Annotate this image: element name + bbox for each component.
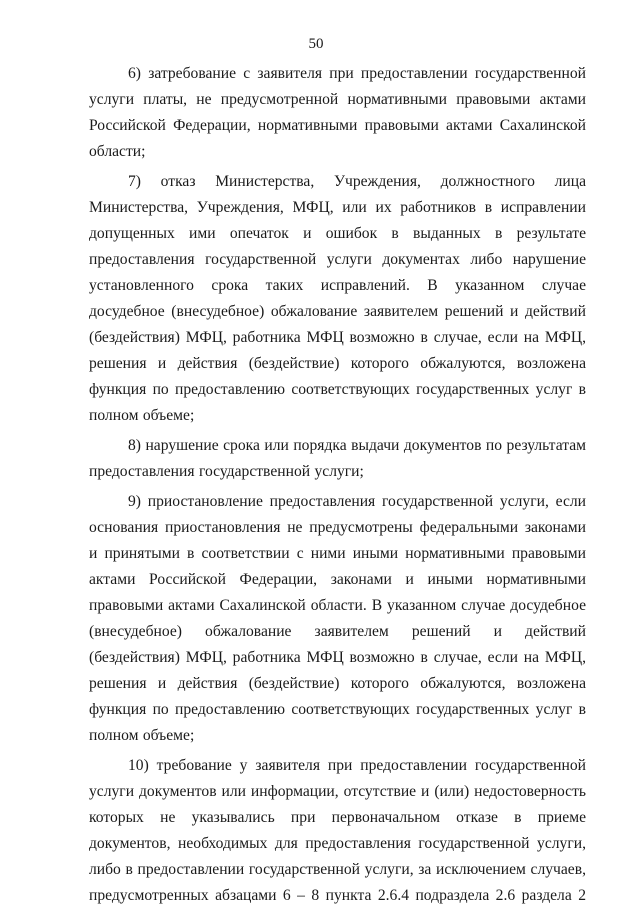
document-body: [89, 61, 586, 905]
paragraph-item-10: 10) требование у заявителя при предоставлении государственной услуги документов или информации, отсутствие и (или) недостоверность которых не указывались при первоначальном отказе в приеме документов, необходимых для предоставления государственной услуги, либо в предоставлении государственной услуги, за исключением случаев, предусмотренных абзацами 6 – 8 пункта 2.6.4 подраздела 2.6 раздела 2: [89, 757, 586, 904]
paragraph-item-6: 6) затребование с заявителя при предоставлении государственной услуги платы, не предусмотренной нормативными правовыми актами Российской Федерации, нормативными правовыми актами Сахалинской области;: [89, 65, 586, 160]
paragraph-item-9: 9) приостановление предоставления государственной услуги, если основания приостановления не предусмотрены федеральными законами и принятыми в соответствии с ними иными нормативными правовыми актами Российской Федерации, законами и иными нормативными правовыми актами Сахалинской области. В указанном случае досудебное (внесудебное) обжалование заявителем решений и действий (бездействия) МФЦ, работника МФЦ возможно в случае, если на МФЦ, решения и действия (бездействие) которого обжалуются, возложена функция по предоставлению соответствующих государственных услуг в полном объеме;: [89, 493, 586, 744]
page-number: 50: [308, 36, 324, 52]
paragraph-item-8: 8) нарушение срока или порядка выдачи документов по результатам предоставления государственной услуги;: [89, 437, 586, 480]
paragraph-item-7: 7) отказ Министерства, Учреждения, должностного лица Министерства, Учреждения, МФЦ, или их работников в исправлении допущенных ими опечаток и ошибок в выданных в результате предоставления государственной услуги документах либо нарушение установленного срока таких исправлений. В указанном случае досудебное (внесудебное) обжалование заявителем решений и действий (бездействия) МФЦ, работника МФЦ возможно в случае, если на МФЦ, решения и действия (бездействие) которого обжалуются, возложена функция по предоставлению соответствующих государственных услуг в полном объеме;: [89, 173, 586, 424]
